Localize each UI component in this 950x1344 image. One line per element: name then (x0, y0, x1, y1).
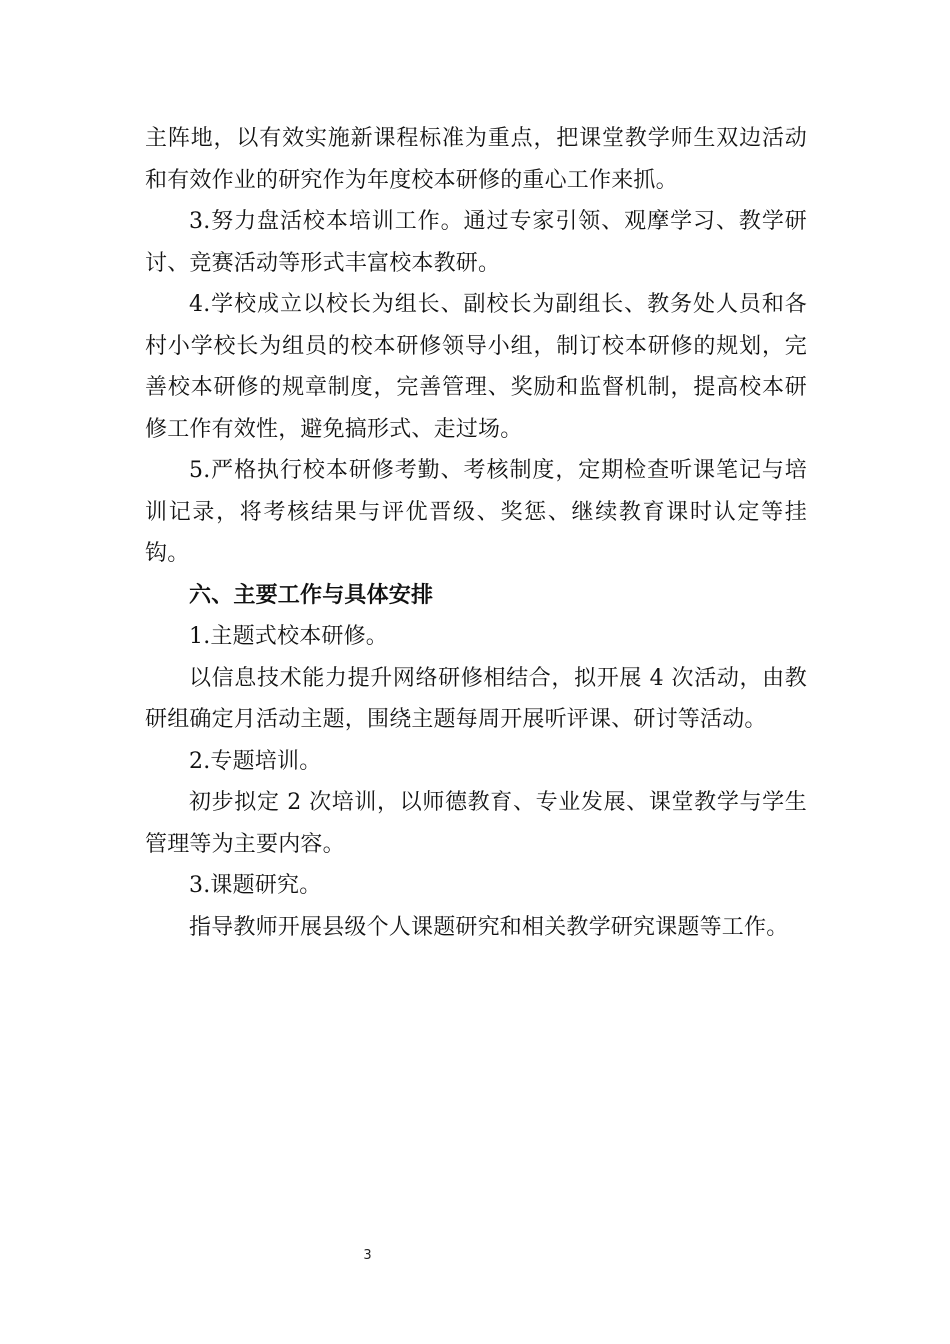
subheading-special-training: 2.专题培训。 (189, 748, 322, 774)
paragraph-special-training: 初步拟定 2 次培训，以师德教育、专业发展、课堂教学与学生管理等为主要内容。 (145, 790, 807, 857)
paragraph-continued: 主阵地，以有效实施新课程标准为重点，把课堂教学师生双边活动和有效作业的研究作为年度校本研修的重心工作来抓。 (145, 126, 807, 193)
document-body (145, 118, 807, 948)
paragraph-item-4-leadership-group: 4.学校成立以校长为组长、副校长为副组长、教务处人员和各村小学校长为组员的校本研修领导小组，制订校本研修的规划，完善校本研修的规章制度，完善管理、奖励和监督机制，提高校本研修工作有效性，避免搞形式、走过场。 (145, 292, 807, 442)
paragraph-item-5-attendance-assessment: 5.严格执行校本研修考勤、考核制度，定期检查听课笔记与培训记录，将考核结果与评优晋级、奖惩、继续教育课时认定等挂钩。 (145, 458, 807, 566)
section-heading-main-work: 六、主要工作与具体安排 (189, 581, 434, 608)
paragraph-thematic-research: 以信息技术能力提升网络研修相结合，拟开展 4 次活动，由教研组确定月活动主题，围绕主题每周开展听评课、研讨等活动。 (145, 665, 807, 732)
subheading-project-research: 3.课题研究。 (189, 873, 322, 898)
page-number: 3 (363, 1248, 372, 1263)
paragraph-project-research: 指导教师开展县级个人课题研究和相关教学研究课题等工作。 (189, 914, 789, 940)
subheading-thematic-research: 1.主题式校本研修。 (189, 624, 388, 649)
paragraph-item-3-school-training: 3.努力盘活校本培训工作。通过专家引领、观摩学习、教学研讨、竞赛活动等形式丰富校本教研。 (145, 209, 807, 276)
